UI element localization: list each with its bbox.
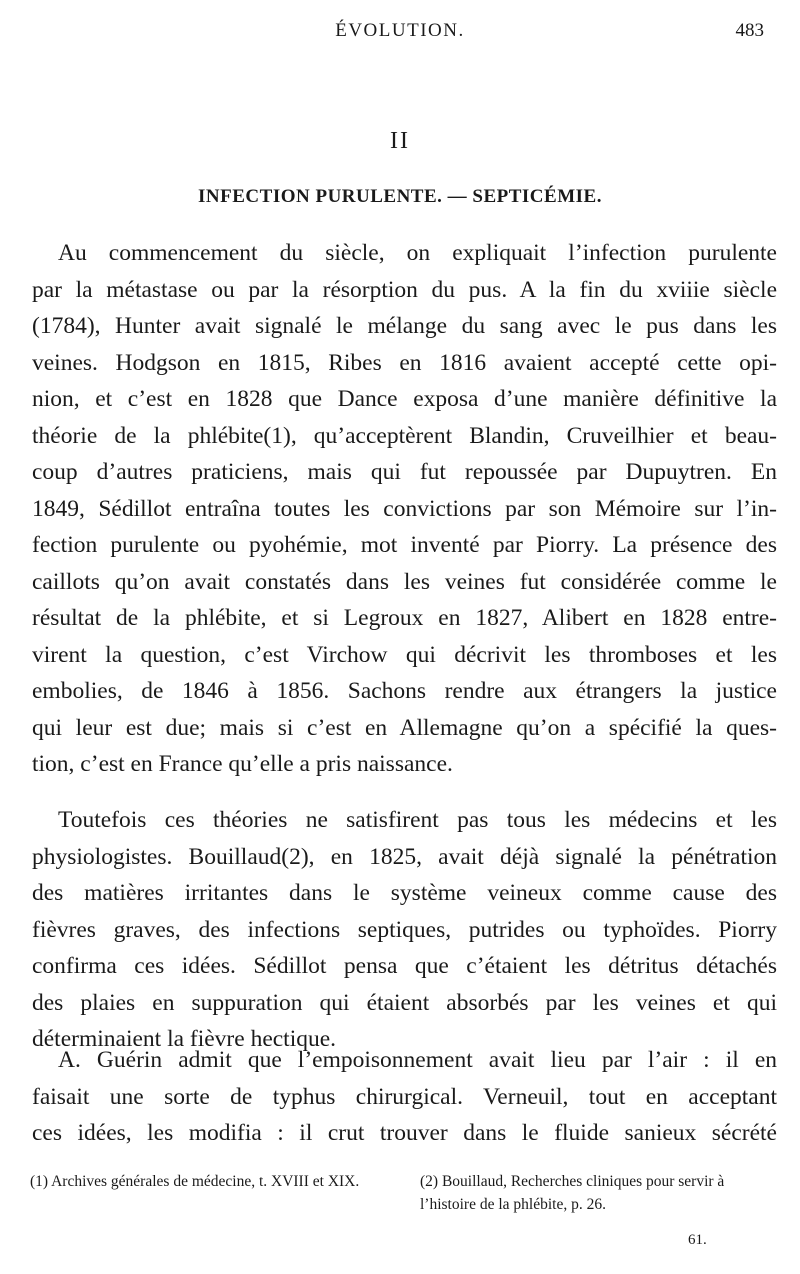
paragraph-2: [32, 802, 777, 1058]
text-line: embolies, de 1846 à 1856. Sachons rendre aux étrangers la justice: [32, 678, 777, 704]
text-line: tion, c’est en France qu’elle a pris naissance.: [32, 751, 453, 777]
text-line: faisait une sorte de typhus chirurgical. Verneuil, tout en acceptant: [32, 1083, 777, 1110]
text-line: A. Guérin admit que l’empoisonnement avait lieu par l’air : il en: [58, 1047, 777, 1073]
text-line: qui leur est due; mais si c’est en Allemagne qu’on a spécifié la ques-: [32, 714, 777, 741]
text-line: par la métastase ou par la résorption du pus. A la fin du xviiie siècle: [32, 276, 777, 303]
text-line: des matières irritantes dans le système veineux comme cause des: [32, 880, 777, 906]
text-line: fièvres graves, des infections septiques, putrides ou typhoïdes. Piorry: [32, 916, 777, 943]
text-line: confirma ces idées. Sédillot pensa que c’étaient les détritus détachés: [32, 953, 777, 979]
text-line: Au commencement du siècle, on expliquait l’infection purulente: [58, 240, 777, 266]
text-line: physiologistes. Bouillaud(2), en 1825, avait déjà signalé la pénétration: [32, 843, 777, 870]
text-line: fection purulente ou pyohémie, mot inventé par Piorry. La présence des: [32, 532, 777, 558]
text-line: ces idées, les modifia : il crut trouver dans le fluide sanieux sécrété: [32, 1120, 777, 1146]
text-line: (1784), Hunter avait signalé le mélange du sang avec le pus dans les: [32, 313, 777, 339]
text-line: caillots qu’on avait constatés dans les veines fut considérée comme le: [32, 568, 777, 595]
paragraph-3: [32, 1042, 777, 1152]
text-line: résultat de la phlébite, et si Legroux en 1827, Alibert en 1828 entre-: [32, 605, 777, 631]
text-line: nion, et c’est en 1828 que Dance exposa d’une manière définitive la: [32, 386, 777, 412]
running-title: ÉVOLUTION.: [335, 20, 465, 41]
running-head: [0, 20, 800, 50]
section-title: INFECTION PURULENTE. — SEPTICÉMIE.: [198, 186, 602, 207]
text-line: 1849, Sédillot entraîna toutes les convictions par son Mémoire sur l’in-: [32, 495, 777, 522]
text-line: déterminaient la fièvre hectique.: [32, 1026, 337, 1052]
text-line: théorie de la phlébite(1), qu’acceptèrent Blandin, Cruveilhier et beau-: [32, 422, 777, 449]
text-line: coup d’autres praticiens, mais qui fut repoussée par Dupuytren. En: [32, 459, 777, 485]
paragraph-1: [32, 235, 777, 783]
signature-mark: 61.: [688, 1232, 707, 1248]
text-line: Toutefois ces théories ne satisfirent pas tous les médecins et les: [58, 807, 777, 833]
footnote-1: (1) Archives générales de médecine, t. XVIII et XIX.: [30, 1173, 360, 1190]
text-line: veines. Hodgson en 1815, Ribes en 1816 avaient accepté cette opi-: [32, 349, 777, 376]
text-line: virent la question, c’est Virchow qui décrivit les thromboses et les: [32, 641, 777, 668]
footnote-2: (2) Bouillaud, Recherches cliniques pour servir à l’histoire de la phlébite, p. 26.: [420, 1173, 725, 1213]
text-line: des plaies en suppuration qui étaient absorbés par les veines et qui: [32, 989, 777, 1016]
page-number: 483: [735, 20, 764, 41]
section-number: II: [390, 128, 410, 154]
